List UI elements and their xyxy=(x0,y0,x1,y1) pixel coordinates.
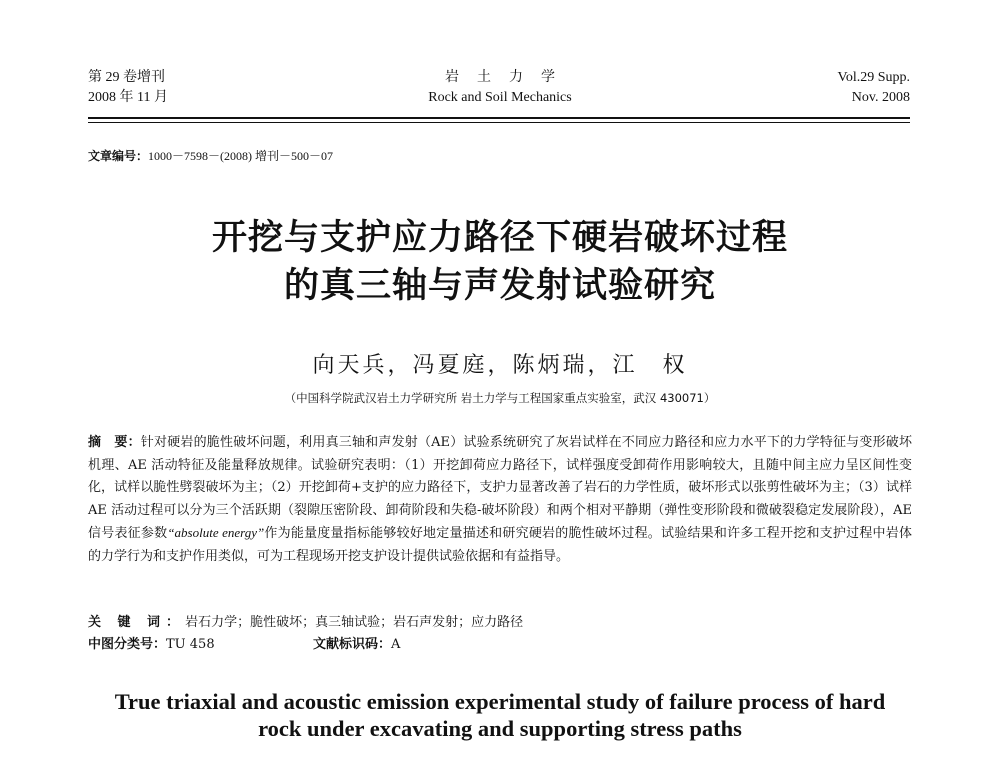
journal-name-cn: 岩土力学 xyxy=(445,70,573,85)
keywords-text: 岩石力学；脆性破坏；真三轴试验；岩石声发射；应力路径 xyxy=(185,615,524,630)
affiliation: （中国科学院武汉岩土力学研究所 岩土力学与工程国家重点实验室，武汉 430071） xyxy=(284,391,716,405)
volume-line: 第 29 卷增刊 xyxy=(88,70,165,85)
journal-volume-info-en xyxy=(838,68,910,108)
clc-value: TU 458 xyxy=(166,637,215,652)
doc-code-label: 文献标识码： xyxy=(313,637,392,652)
english-title-line-2: rock under excavating and supporting stress paths xyxy=(258,716,742,741)
article-number xyxy=(88,147,333,164)
abstract xyxy=(88,432,912,568)
journal-name-en: Rock and Soil Mechanics xyxy=(428,90,572,105)
clc-label: 中图分类号： xyxy=(88,637,167,652)
date-line-en: Nov. 2008 xyxy=(851,90,910,105)
abstract-label: 摘 要： xyxy=(88,435,141,450)
header-rule-thick xyxy=(88,117,910,119)
title-line-2: 的真三轴与声发射试验研究 xyxy=(283,266,716,306)
classification xyxy=(88,633,888,652)
abstract-text-1: 针对硬岩的脆性破坏问题，利用真三轴和声发射（AE）试验系统研究了灰岩试样在不同应力路径和应力水平下的力学特征与变形破坏机理、AE 活动特征及能量释放规律。试验研究表明：（1）开挖卸荷应力路径下，试样强度受卸荷作用影响较大，且随中间主应力呈区间性变化，试样以脆性劈裂破坏为主；（2）开挖卸荷+支护的应力路径下，支护力显著改善了岩石的力学性质，破坏形式以张剪性破坏为主；（3）试样 AE 活动过程可以分为三个活跃期（裂隙压密阶段、卸荷阶段和失稳-破坏阶段）和两个相对平静期（弹性变形阶段和微破裂稳定发展阶段），AE 信号表征参数 xyxy=(88,435,912,541)
abstract-emphasis: “absolute energy” xyxy=(167,525,265,540)
paper-title xyxy=(0,214,1000,310)
header-rule-thin xyxy=(88,122,910,123)
article-number-value: 1000－7598－(2008) 增刊－500－07 xyxy=(148,149,334,163)
english-title-line-1: True triaxial and acoustic emission experimental study of failure process of hard xyxy=(114,689,886,714)
date-line: 2008 年 11 月 xyxy=(88,90,168,105)
document-code xyxy=(313,633,400,652)
article-number-label: 文章编号： xyxy=(88,149,149,163)
doc-code-value: A xyxy=(391,637,401,652)
abstract-text-2: 作为能量度量指标能够较好地定量描述和研究硬岩的脆性破坏过程。试验结果和许多工程开挖和支护过程中岩体的力学行为和支护作用类似，可为工程现场开挖支护设计提供试验依据和有益指导。 xyxy=(88,526,912,564)
keywords-label: 关 键 词： xyxy=(88,615,186,630)
volume-line-en: Vol.29 Supp. xyxy=(837,70,910,85)
authors: 向天兵，冯夏庭，陈炳瑞，江 权 xyxy=(312,353,688,378)
title-line-1: 开挖与支护应力路径下硬岩破坏过程 xyxy=(211,218,788,258)
keywords xyxy=(88,611,523,630)
english-title xyxy=(0,688,1000,742)
